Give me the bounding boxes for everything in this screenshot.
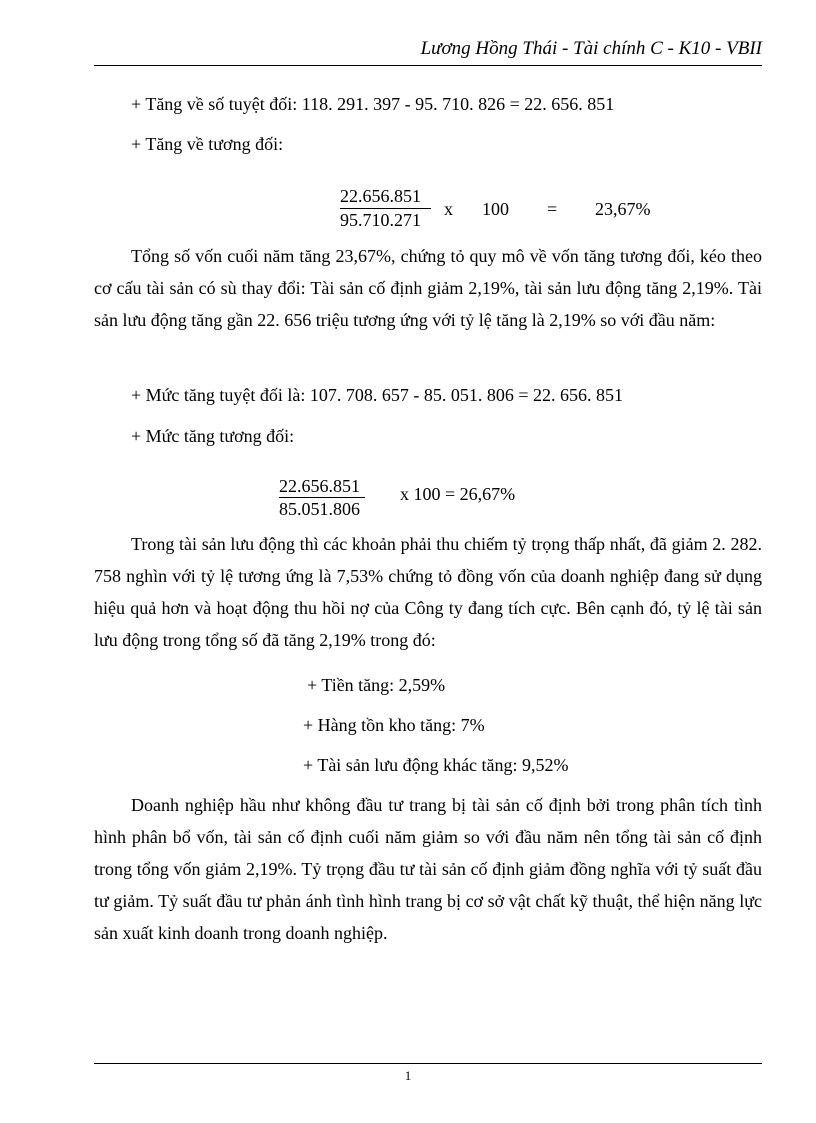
paragraph-3: Doanh nghiệp hầu như không đầu tư trang bị tài sản cố định bởi trong phân tích tình hình phân bổ vốn, tài sản cố định cuối năm giảm so với đầu năm nên tổng tài sản cố định trong tổng vốn giảm 2,19%. Tỷ trọng đầu tư tài sản cố định giảm đồng nghĩa với tỷ suất đầu tư giảm. Tỷ suất đầu tư phản ánh tình hình trang bị cơ sở vật chất kỹ thuật, thể hiện năng lực sản xuất kinh doanh trong doanh nghiệp. [94,795,762,943]
fraction1-numerator: 22.656.851 [340,186,421,206]
fraction1-times: x [444,199,453,219]
page-number: 1 [404,1068,412,1083]
paragraph-2: Trong tài sản lưu động thì các khoản phải thu chiếm tỷ trọng thấp nhất, đã giảm 2. 282. 758 nghìn với tỷ lệ tương ứng là 7,53% chứng tỏ đồng vốn của doanh nghiệp đang sử dụng hiệu quả hơn và hoạt động thu hồi nợ của Công ty đang tích cực. Bên cạnh đó, tỷ lệ tài sản lưu động trong tổng số đã tăng 2,19% trong đó: [94,534,762,650]
absolute-level-line: + Mức tăng tuyệt đối là: 107. 708. 657 - 85. 051. 806 = 22. 656. 851 [131,385,624,405]
page-header: Lương Hồng Thái - Tài chính C - K10 - VBII [420,38,762,59]
fraction1-result: 23,67% [595,199,651,219]
relative-increase-label: + Tăng về tương đối: [131,134,284,154]
fraction2-denominator: 85.051.806 [279,499,360,519]
bullet-cash: + Tiền tăng: 2,59% [307,675,446,695]
bullet-inventory: + Hàng tồn kho tăng: 7% [303,715,485,735]
fraction1-denominator: 95.710.271 [340,210,421,230]
fraction2-numerator: 22.656.851 [279,476,360,496]
fraction2-result: x 100 = 26,67% [400,484,516,504]
fraction1-hundred: 100 [482,199,509,219]
footer-rule [94,1063,762,1064]
bullet-other-assets: + Tài sản lưu động khác tăng: 9,52% [303,755,569,775]
fraction1-equals: = [547,199,558,219]
absolute-increase-line: + Tăng về số tuyệt đối: 118. 291. 397 - 95. 710. 826 = 22. 656. 851 [131,94,615,114]
header-rule [94,65,762,66]
paragraph-1: Tổng số vốn cuối năm tăng 23,67%, chứng tỏ quy mô về vốn tăng tương đối, kéo theo cơ cấu tài sản có sù thay đổi: Tài sản cố định giảm 2,19%, tài sản lưu động tăng 2,19%. Tài sản lưu động tăng gần 22. 656 triệu tương ứng với tỷ lệ tăng là 2,19% so với đầu năm: [94,246,762,330]
fraction1-bar [340,208,431,209]
relative-level-label: + Mức tăng tương đối: [131,426,295,446]
fraction2-bar [279,497,365,498]
